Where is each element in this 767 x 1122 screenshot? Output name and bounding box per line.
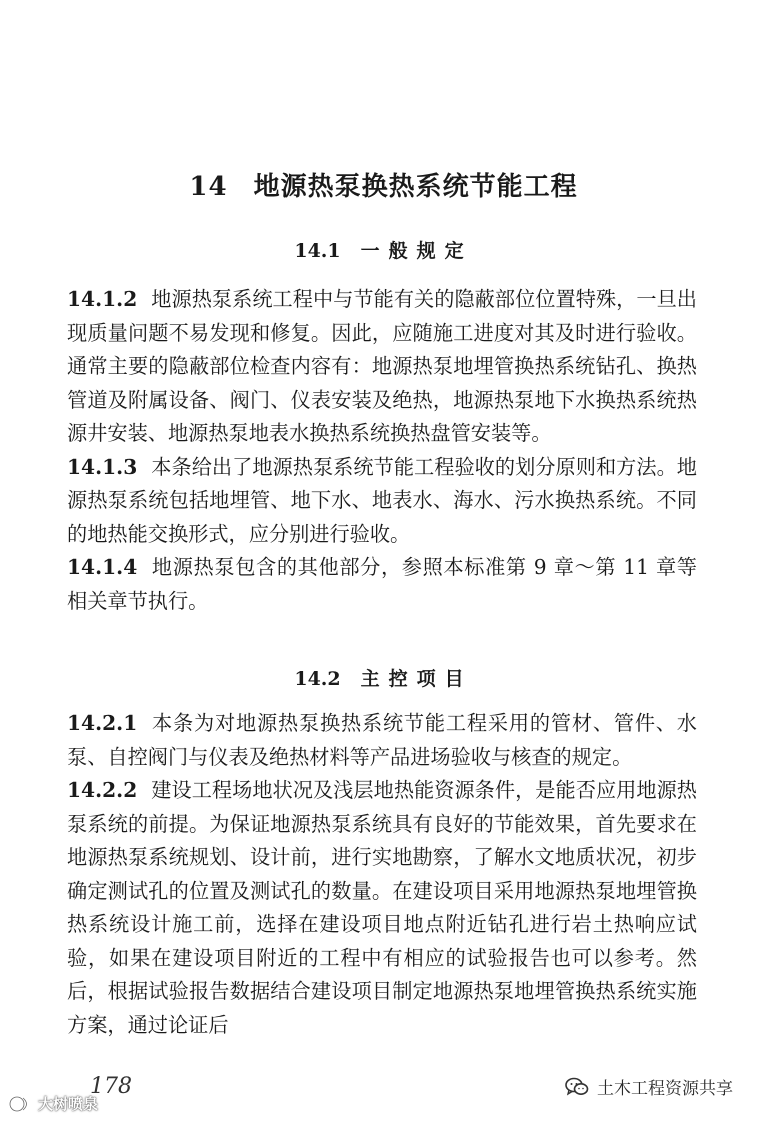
clause-number: 14.2.2 [67, 778, 138, 802]
clause-text: 地源热泵系统工程中与节能有关的隐蔽部位位置特殊，一旦出现质量问题不易发现和修复。因此，应随施工进度对其及时进行验收。通常主要的隐蔽部位检查内容有：地源热泵地埋管换热系统钻孔、换热管道及附属设备、阀门、仪表安装及绝热，地源热泵地下水换热系统热源井安装、地源热泵地表水换热系统换热盘管安装等。 [67, 287, 697, 445]
clause-14-1-2 [67, 283, 697, 451]
clause-number: 14.1.2 [67, 287, 138, 311]
section-body-14-1 [67, 283, 697, 618]
chapter-title-text: 地源热泵换热系统节能工程 [253, 172, 578, 202]
clause-number: 14.1.3 [67, 454, 138, 479]
section-heading-14-1 [0, 236, 767, 263]
section-title: 主控项目 [360, 668, 473, 690]
clause-text: 本条为对地源热泵换热系统节能工程采用的管材、管件、水泵、自控阀门与仪表及绝热材料等产品进场验收与核查的规定。 [67, 711, 697, 769]
watermark-right [565, 1074, 733, 1099]
clause-14-2-2 [67, 774, 697, 1042]
section-title: 一般规定 [360, 240, 473, 262]
clause-14-1-3 [67, 451, 697, 552]
clause-number: 14.2.1 [67, 711, 138, 735]
watermark-left-text: 大树喷泉 [38, 1095, 99, 1113]
clause-text: 地源热泵包含的其他部分，参照本标准第 9 章～第 11 章等相关章节执行。 [67, 555, 697, 613]
section-heading-14-2 [0, 664, 767, 691]
chapter-number: 14 [189, 172, 228, 202]
clause-text: 建设工程场地状况及浅层地热能资源条件，是能否应用地源热泵系统的前提。为保证地源热泵系统具有良好的节能效果，首先要求在地源热泵系统规划、设计前，进行实地勘察，了解水文地质状况，初步确定测试孔的位置及测试孔的数量。在建设项目采用地源热泵地埋管换热系统设计施工前，选择在建设项目地点附近钻孔进行岩土热响应试验，如果在建设项目附近的工程中有相应的试验报告也可以参考。然后，根据试验报告数据结合建设项目制定地源热泵地埋管换热系统实施方案，通过论证后 [67, 778, 697, 1037]
watermark-left [8, 1093, 98, 1114]
section-body-14-2 [67, 707, 697, 1042]
section-number: 14.2 [294, 668, 341, 690]
section-number: 14.1 [294, 240, 341, 262]
wechat-icon [565, 1076, 589, 1098]
clause-number: 14.1.4 [67, 555, 138, 579]
clause-text: 本条给出了地源热泵系统节能工程验收的划分原则和方法。地源热泵系统包括地埋管、地下水、地表水、海水、污水换热系统。不同的地热能交换形式，应分别进行验收。 [67, 454, 697, 546]
watermark-logo-icon [8, 1094, 34, 1114]
page-number: 178 [90, 1074, 132, 1099]
clause-14-1-4 [67, 551, 697, 618]
watermark-right-text: 土木工程资源共享 [597, 1079, 733, 1099]
clause-14-2-1 [67, 707, 697, 774]
chapter-title [0, 166, 767, 203]
